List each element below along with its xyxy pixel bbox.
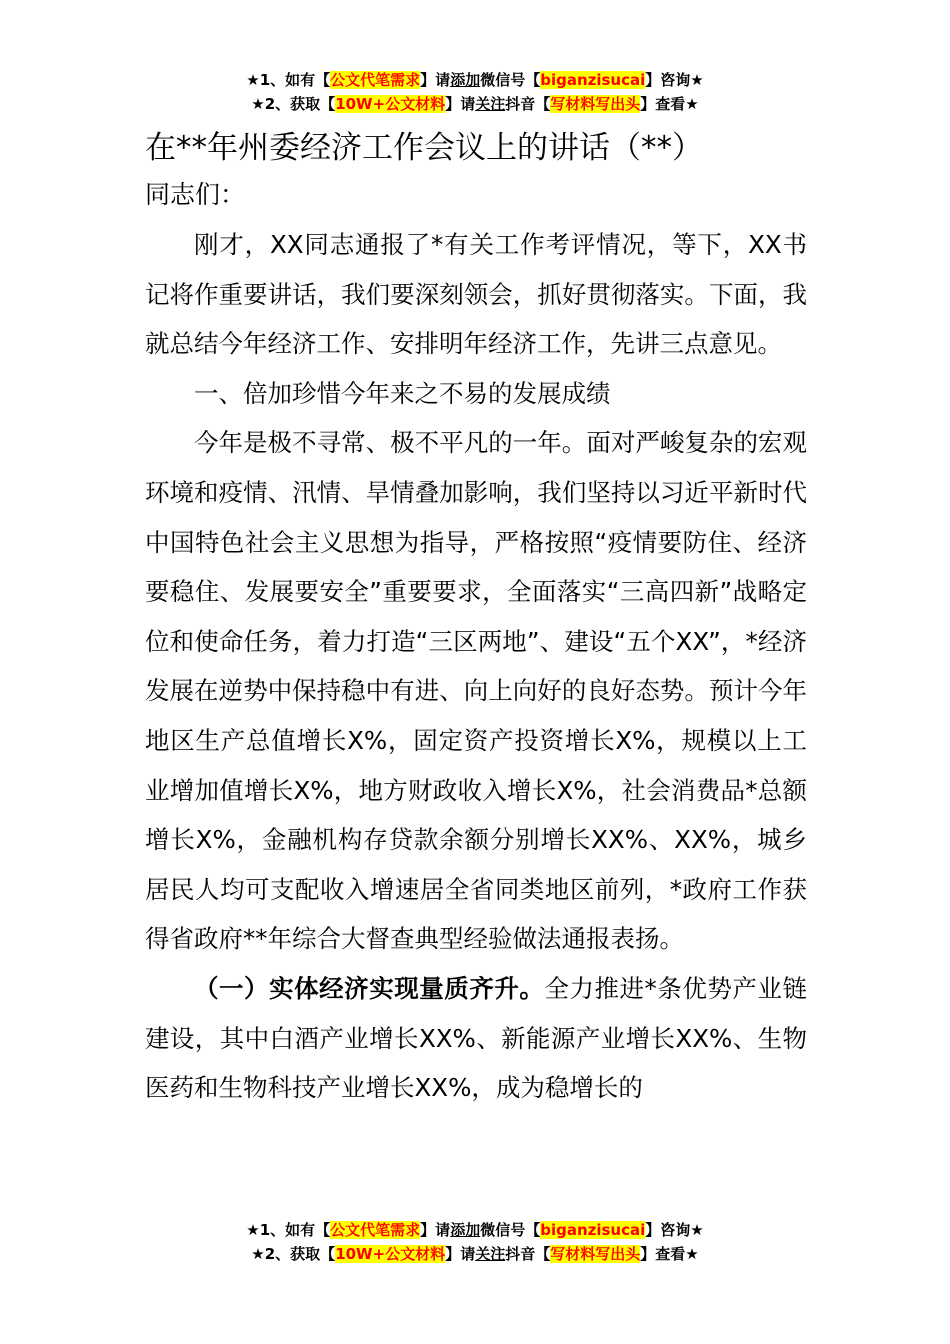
- promo-text: 】请: [445, 95, 476, 113]
- promo-highlight: 公文代笔需求: [330, 71, 421, 89]
- promo-highlight: 10W+公文材料: [335, 95, 446, 113]
- subsection-1: [145, 964, 807, 1113]
- promo-text: 抖音【: [505, 95, 551, 113]
- promo-line-1: [0, 68, 950, 92]
- promo-text: ★1、如有【: [246, 71, 331, 89]
- document-body: [145, 220, 807, 1113]
- subsection-text: 全力推进*条优势产业链建设，其中白酒产业增长XX%、新能源产业增长XX%、生物医药和生物科技产业增长XX%，成为稳增长的: [145, 973, 807, 1103]
- promo-text: 】咨询★: [645, 1221, 704, 1239]
- promo-text: 】请: [420, 1221, 451, 1239]
- promo-text: ★2、获取【: [251, 1245, 336, 1263]
- promo-douyin-id: 写材料写出头: [550, 95, 641, 113]
- promo-underlined: 添加: [450, 71, 481, 89]
- promo-banner-top: [0, 68, 950, 116]
- promo-text: 】查看★: [640, 95, 699, 113]
- promo-underlined: 关注: [475, 95, 506, 113]
- promo-text: 】请: [445, 1245, 476, 1263]
- promo-text: 】请: [420, 71, 451, 89]
- promo-wechat-id: biganzisucai: [540, 71, 646, 89]
- promo-douyin-id: 写材料写出头: [550, 1245, 641, 1263]
- promo-text: 】咨询★: [645, 71, 704, 89]
- paragraph-achievements: 今年是极不寻常、极不平凡的一年。面对严峻复杂的宏观环境和疫情、汛情、旱情叠加影响，我们坚持以习近平新时代中国特色社会主义思想为指导，严格按照“疫情要防住、经济要稳住、发展要安全”重要要求，全面落实“三高四新”战略定位和使命任务，着力打造“三区两地”、建设“五个XX”，*经济发展在逆势中保持稳中有进、向上向好的良好态势。预计今年地区生产总值增长X%，固定资产投资增长X%，规模以上工业增加值增长X%，地方财政收入增长X%，社会消费品*总额增长X%，金融机构存贷款余额分别增长XX%、XX%，城乡居民人均可支配收入增速居全省同类地区前列，*政府工作获得省政府**年综合大督查典型经验做法通报表扬。: [145, 428, 807, 954]
- promo-highlight: 公文代笔需求: [330, 1221, 421, 1239]
- promo-wechat-id: biganzisucai: [540, 1221, 646, 1239]
- promo-underlined: 添加: [450, 1221, 481, 1239]
- promo-line-2: [0, 92, 950, 116]
- promo-text: 微信号【: [480, 1221, 541, 1239]
- promo-line-2: [0, 1242, 950, 1266]
- promo-highlight: 10W+公文材料: [335, 1245, 446, 1263]
- subsection-lead: （一）实体经济实现量质齐升。: [194, 973, 545, 1003]
- promo-underlined: 关注: [475, 1245, 506, 1263]
- paragraph-intro: 刚才，XX同志通报了*有关工作考评情况，等下，XX书记将作重要讲话，我们要深刻领会，抓好贯彻落实。下面，我就总结今年经济工作、安排明年经济工作，先讲三点意见。: [145, 230, 807, 359]
- promo-text: 抖音【: [505, 1245, 551, 1263]
- promo-text: 微信号【: [480, 71, 541, 89]
- promo-text: ★2、获取【: [251, 95, 336, 113]
- document-title: 在**年州委经济工作会议上的讲话（**）: [145, 130, 703, 166]
- promo-text: 】查看★: [640, 1245, 699, 1263]
- section-heading-1: 一、倍加珍惜今年来之不易的发展成绩: [194, 378, 611, 408]
- promo-text: ★1、如有【: [246, 1221, 331, 1239]
- greeting: 同志们：: [145, 180, 246, 209]
- promo-banner-bottom: [0, 1218, 950, 1266]
- promo-line-1: [0, 1218, 950, 1242]
